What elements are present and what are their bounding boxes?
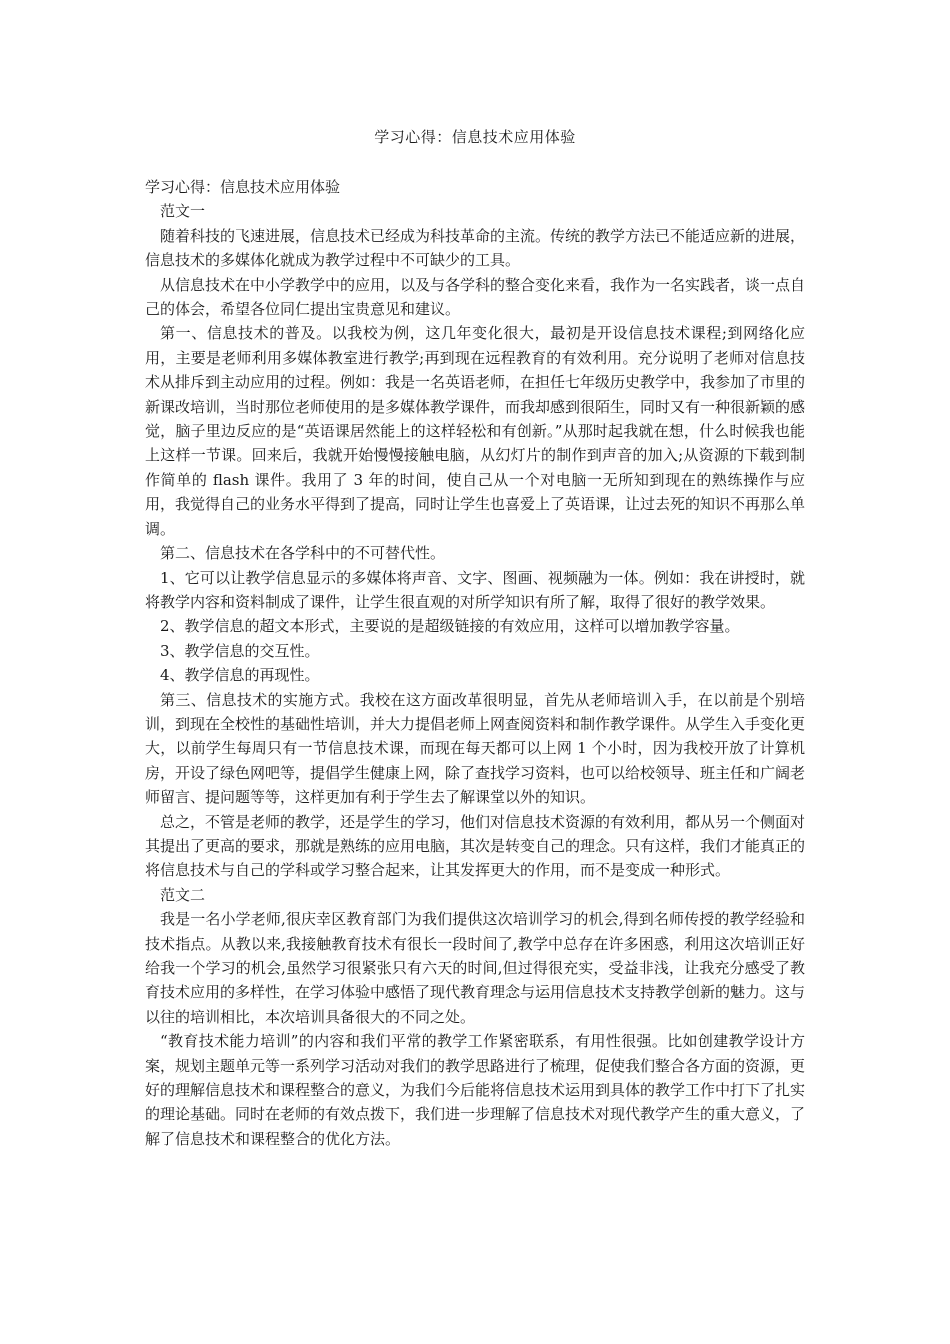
section-label-sample-one: 范文一 [160, 202, 206, 221]
paragraph: 我是一名小学老师,很庆幸区教育部门为我们提供这次培训学习的机会,得到名师传授的教学经验和技术指点。从教以来,我接触教育技术有很长一段时间了,教学中总存在许多困惑，利用这次培训正好给我一个学习的机会,虽然学习很紧张只有六天的时间,但过得很充实，受益非浅，让我充分感受了教育技术应用的多样性，在学习体验中感悟了现代教育理念与运用信息技术支持教学创新的魅力。这与以往的培训相比，本次培训具备很大的不同之处。 [145, 910, 806, 1026]
paragraph: 从信息技术在中小学教学中的应用，以及与各学科的整合变化来看，我作为一名实践者，谈一点自己的体会，希望各位同仁提出宝贵意见和建议。 [145, 275, 806, 319]
list-item: 3、教学信息的交互性。 [160, 641, 320, 660]
section-label-sample-two: 范文二 [160, 885, 206, 904]
paragraph: 第一、信息技术的普及。以我校为例，这几年变化很大，最初是开设信息技术课程;到网络化应用，主要是老师利用多媒体教室进行教学;再到现在远程教育的有效利用。充分说明了老师对信息技术从排斥到主动应用的过程。例如：我是一名英语老师，在担任七年级历史教学中，我参加了市里的新课改培训，当时那位老师使用的是多媒体教学课件，而我却感到很陌生，同时又有一种很新颖的感觉，脑子里边反应的是“英语课居然能上的这样轻松和有创新。”从那时起我就在想，什么时候我也能上这样一节课。回来后，我就开始慢慢接触电脑，从幻灯片的制作到声音的加入;从资源的下载到制作简单的 flash 课件。我用了 3 年的时间，使自己从一个对电脑一无所知到现在的熟练操作与应用，我觉得自己的业务水平得到了提高，同时让学生也喜爱上了英语课，让过去死的知识不再那么单调。 [145, 324, 806, 538]
paragraph: “教育技术能力培训”的内容和我们平常的教学工作紧密联系，有用性很强。比如创建教学设计方案，规划主题单元等一系列学习活动对我们的教学思路进行了梳理，促使我们整合各方面的资源，更好的理解信息技术和课程整合的意义，为我们今后能将信息技术运用到具体的教学工作中打下了扎实的理论基础。同时在老师的有效点拨下，我们进一步理解了信息技术对现代教学产生的重大意义，了解了信息技术和课程整合的优化方法。 [145, 1032, 806, 1148]
list-item: 1、它可以让教学信息显示的多媒体将声音、文字、图画、视频融为一体。例如：我在讲授时，就将教学内容和资料制成了课件，让学生很直观的对所学知识有所了解，取得了很好的教学效果。 [145, 568, 805, 611]
list-item: 2、教学信息的超文本形式，主要说的是超级链接的有效应用，这样可以增加教学容量。 [160, 617, 740, 636]
document-title: 学习心得：信息技术应用体验 [374, 128, 576, 146]
document-body [145, 175, 805, 1151]
list-item: 4、教学信息的再现性。 [160, 666, 320, 685]
body-heading: 学习心得：信息技术应用体验 [145, 178, 341, 196]
paragraph: 随着科技的飞速进展，信息技术已经成为科技革命的主流。传统的教学方法已不能适应新的进展，信息技术的多媒体化就成为教学过程中不可缺少的工具。 [145, 226, 806, 270]
paragraph: 第二、信息技术在各学科中的不可替代性。 [160, 544, 446, 563]
paragraph: 第三、信息技术的实施方式。我校在这方面改革很明显，首先从老师培训入手，在以前是个别培训，到现在全校性的基础性培训，并大力提倡老师上网查阅资料和制作教学课件。从学生入手变化更大，以前学生每周只有一节信息技术课，而现在每天都可以上网 1 个小时，因为我校开放了计算机房，开设了绿色网吧等，提倡学生健康上网，除了查找学习资料，也可以给校领导、班主任和广阔老师留言、提问题等等，这样更加有利于学生去了解课堂以外的知识。 [145, 690, 806, 807]
paragraph: 总之，不管是老师的教学，还是学生的学习，他们对信息技术资源的有效利用，都从另一个侧面对其提出了更高的要求，那就是熟练的应用电脑，其次是转变自己的理念。只有这样，我们才能真正的将信息技术与自己的学科或学习整合起来，让其发挥更大的作用，而不是变成一种形式。 [145, 812, 806, 880]
